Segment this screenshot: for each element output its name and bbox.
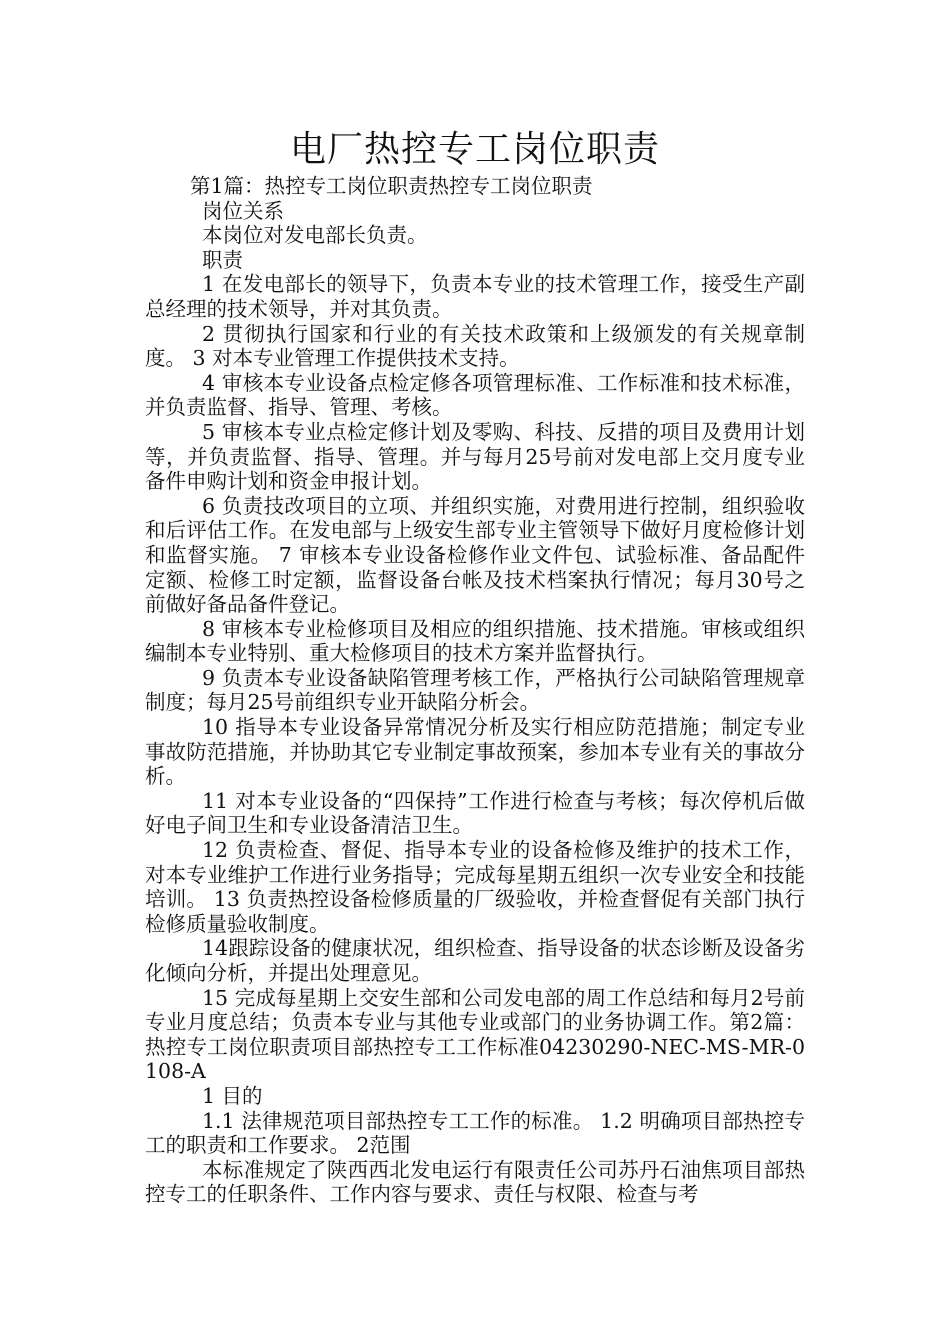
duty-item-8: 8 审核本专业检修项目及相应的组织措施、技术措施。审核或组织编制本专业特别、重大检修项目的技术方案并监督执行。 [145, 616, 805, 666]
duty-item-11: 11 对本专业设备的“四保持”工作进行检查与考核；每次停机后做好电子间卫生和专业设备清洁卫生。 [145, 788, 805, 838]
duty-item-5: 5 审核本专业点检定修计划及零购、科技、反措的项目及费用计划等，并负责监督、指导、管理。并与每月25号前对发电部上交月度专业备件申购计划和资金申报计划。 [145, 419, 805, 494]
duty-item-2-3: 2 贯彻执行国家和行业的有关技术政策和上级颁发的有关规章制度。 3 对本专业管理工作提供技术支持。 [145, 321, 805, 371]
duty-item-14: 14跟踪设备的健康状况，组织检查、指导设备的状态诊断及设备劣化倾向分析，并提出处理意见。 [145, 936, 805, 985]
paragraph-scope: 本标准规定了陕西西北发电运行有限责任公司苏丹石油焦项目部热控专工的任职条件、工作内容与要求、责任与权限、检查与考 [145, 1157, 805, 1207]
duty-item-1: 1 在发电部长的领导下，负责本专业的技术管理工作，接受生产副总经理的技术领导，并对其负责。 [145, 272, 805, 321]
duty-item-12-13: 12 负责检查、督促、指导本专业的设备检修及维护的技术工作，对本专业维护工作进行业务指导；完成每星期五组织一次专业安全和技能培训。 13 负责热控设备检修质量的厂级验收，并检查督促有关部门执行检修质量验收制度。 [145, 838, 805, 936]
subheading-duties: 职责 [202, 247, 243, 272]
duty-item-4: 4 审核本专业设备点检定修各项管理标准、工作标准和技术标准，并负责监督、指导、管理、考核。 [145, 370, 805, 420]
document-title: 电厂热控专工岗位职责 [289, 129, 660, 170]
duty-item-15: 15 完成每星期上交安生部和公司发电部的周工作总结和每月2号前专业月度总结；负责本专业与其他专业或部门的业务协调工作。第2篇：热控专工岗位职责项目部热控专工工作标准04230290-NEC-MS-MR-0108-A [145, 985, 805, 1084]
subheading-relationship: 岗位关系 [202, 198, 284, 223]
duty-item-9: 9 负责本专业设备缺陷管理考核工作，严格执行公司缺陷管理规章制度；每月25号前组织专业开缺陷分析会。 [145, 665, 805, 715]
paragraph-purpose: 1.1 法律规范项目部热控专工工作的标准。 1.2 明确项目部热控专工的职责和工作要求。 2范围 [145, 1108, 805, 1158]
section-heading-1: 第1篇：热控专工岗位职责热控专工岗位职责 [190, 174, 593, 198]
paragraph: 本岗位对发电部长负责。 [202, 223, 428, 248]
duty-item-10: 10 指导本专业设备异常情况分析及实行相应防范措施；制定专业事故防范措施，并协助其它专业制定事故预案，参加本专业有关的事故分析。 [145, 715, 805, 789]
document-body [145, 174, 805, 1207]
subheading-purpose: 1 目的 [202, 1083, 263, 1108]
duty-item-6-7: 6 负责技改项目的立项、并组织实施，对费用进行控制，组织验收和后评估工作。在发电部与上级安生部专业主管领导下做好月度检修计划和监督实施。 7 审核本专业设备检修作业文件包、试验标准、备品配件定额、检修工时定额，监督设备台帐及技术档案执行情况；每月30号之前做好备品备件登记。 [145, 493, 805, 617]
